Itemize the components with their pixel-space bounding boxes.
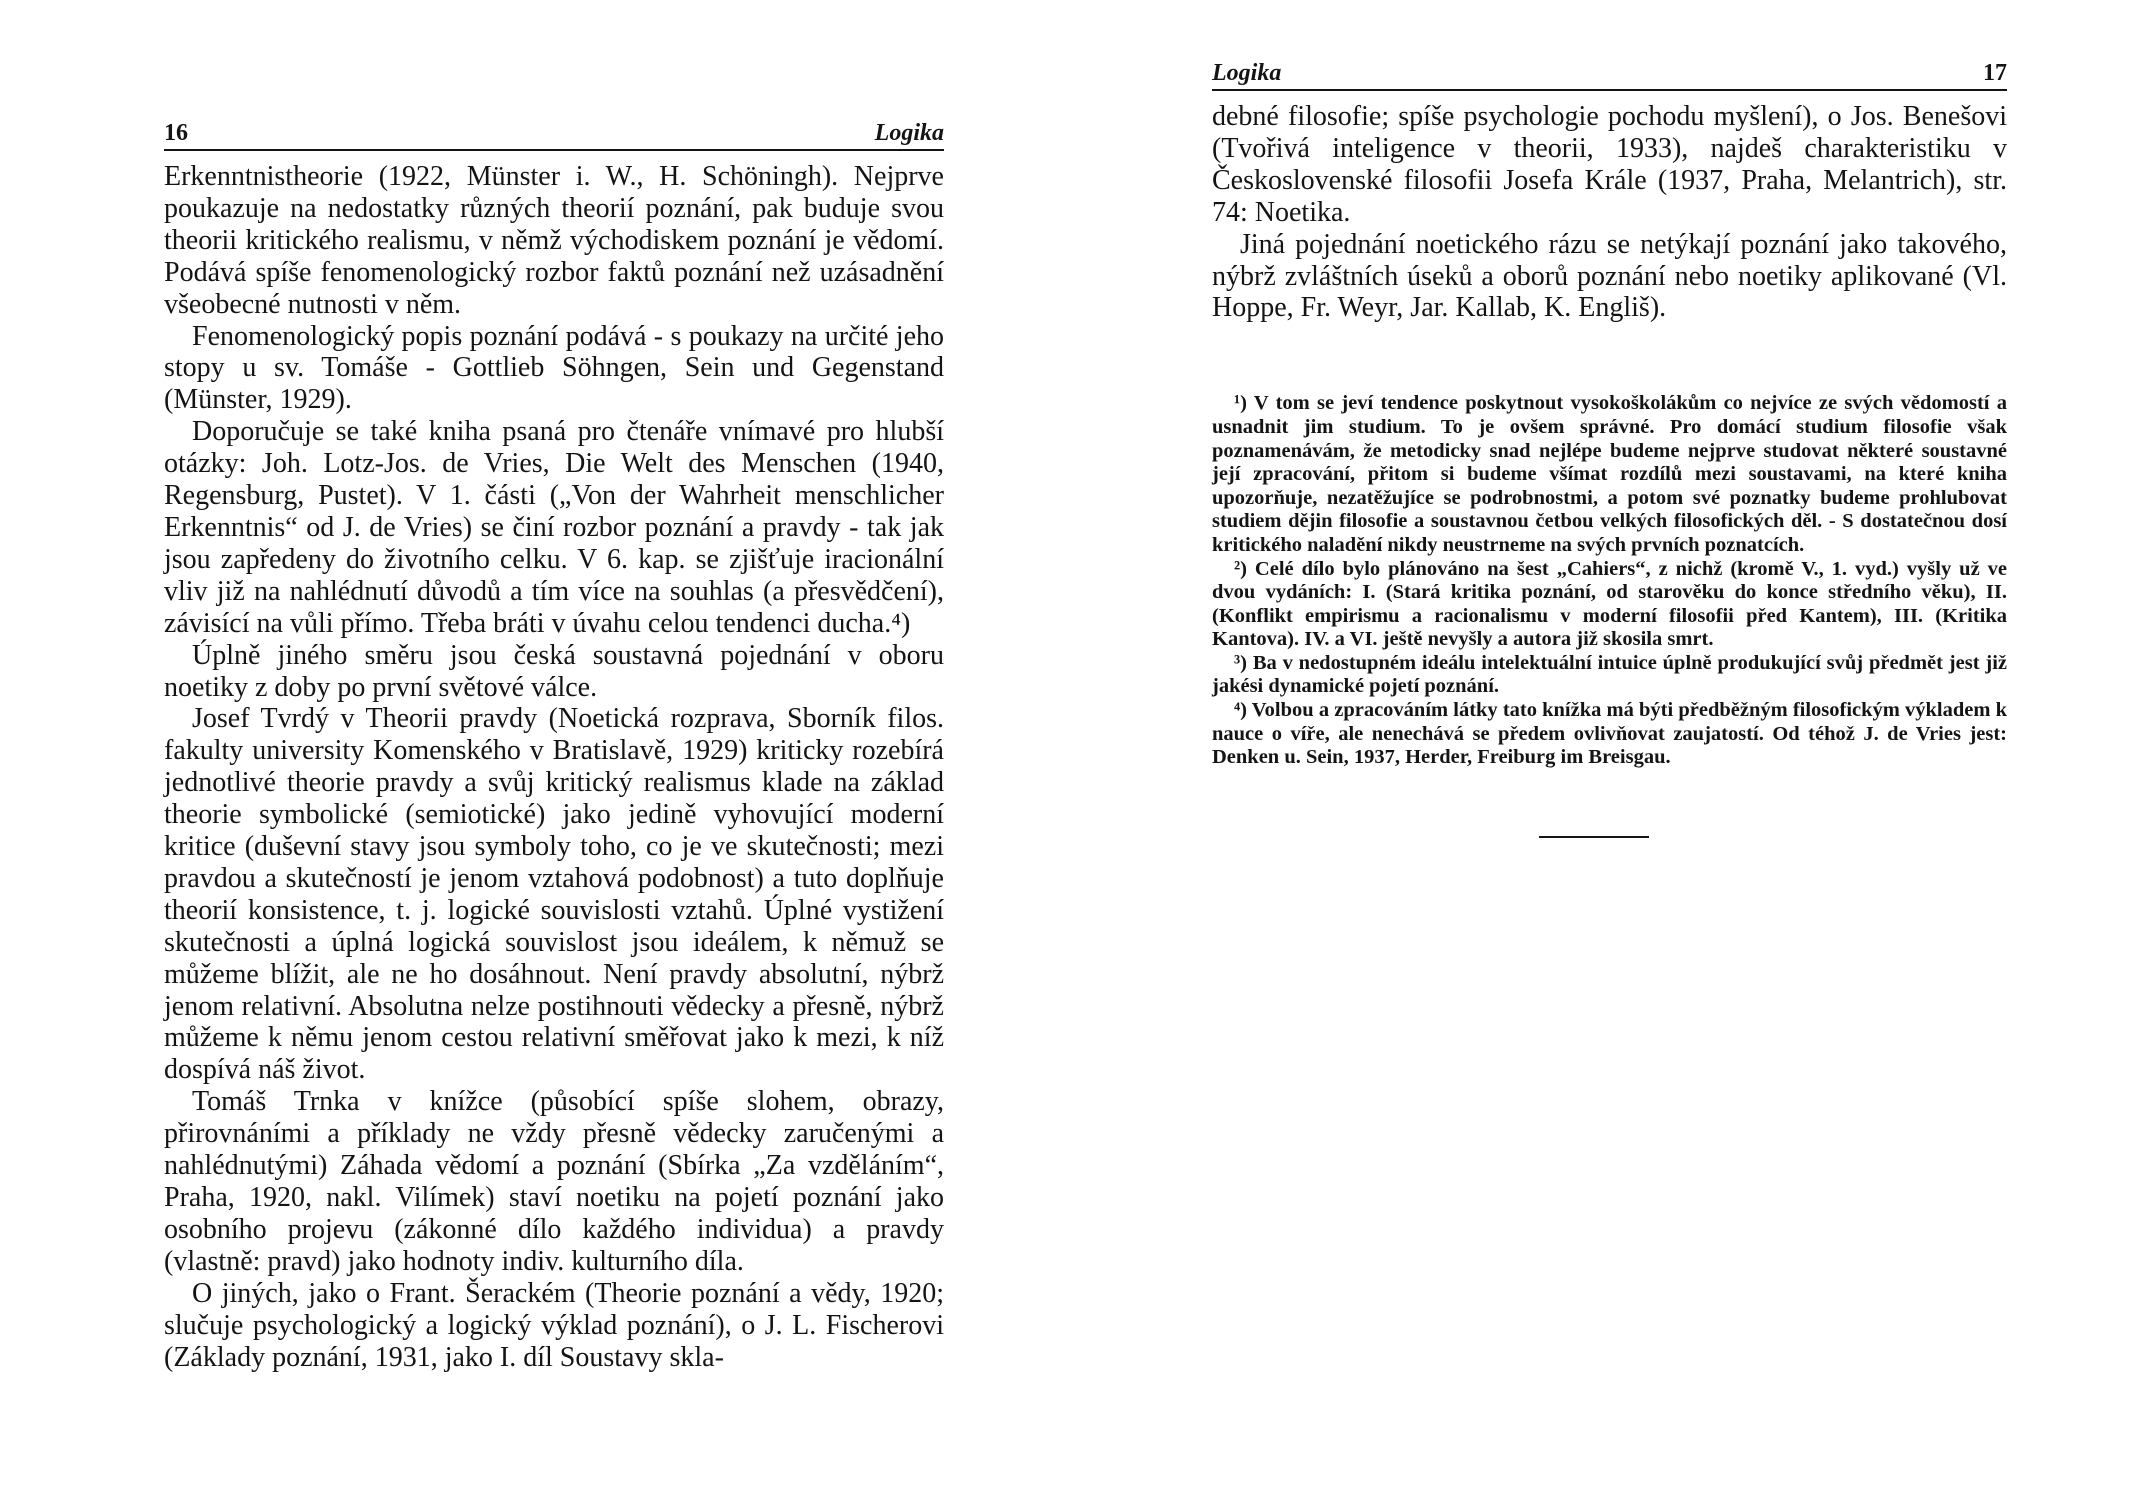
footnote: ³) Ba v nedostupném ideálu intelektuální intuice úplně produkující svůj předmět jest již jakési dynamické pojetí poznání. [1212, 651, 2007, 698]
right-page-header [1212, 60, 2007, 91]
left-body-text [164, 161, 944, 1373]
right-running-head: Logika [1212, 60, 1282, 86]
footnote: ²) Celé dílo bylo plánováno na šest „Cahiers“, z nichž (kromě V., 1. vyd.) vyšly už ve dvou vydáních: I. (Stará kritika poznání, od starověku do konce středního věku), II. (Konflikt empirismu a racionalismu v moderní filosofii před Kantem), III. (Kritika Kantova). IV. a VI. ještě nevyšly a autora již skosila smrt. [1212, 557, 2007, 651]
left-page [164, 120, 944, 1373]
left-running-head: Logika [874, 120, 944, 146]
left-paragraph: Tomáš Trnka v knížce (působící spíše slohem, obrazy, přirovnáními a příklady ne vždy přesně vědecky zaručenými a nahlédnutými) Záhada vědomí a poznání (Sbírka „Za vzděláním“, Praha, 1920, nakl. Vilímek) staví noetiku na pojetí poznání jako osobního projevu (zákonné dílo každého individua) a pravdy (vlastně: pravd) jako hodnoty indiv. kulturního díla. [164, 1086, 944, 1277]
left-paragraph: Úplně jiného směru jsou česká soustavná pojednání v oboru noetiky z doby po první světové válce. [164, 639, 944, 703]
right-body-text [1212, 101, 2007, 324]
end-rule [1539, 836, 1649, 838]
right-page [1212, 60, 2007, 838]
footnotes [1212, 392, 2007, 770]
left-page-number: 16 [164, 120, 188, 146]
left-page-header [164, 120, 944, 151]
right-page-number: 17 [1983, 60, 2007, 86]
left-paragraph: Doporučuje se také kniha psaná pro čtenáře vnímavé pro hlubší otázky: Joh. Lotz-Jos. de Vries, Die Welt des Menschen (1940, Regensburg, Pustet). V 1. části („Von der Wahrheit menschlicher Erkenntnis“ od J. de Vries) se činí rozbor poznání a pravdy - tak jak jsou zapředeny do životního celku. V 6. kap. se zjišťuje iracionální vliv již na nahlédnutí důvodů a tím více na souhlas (a přesvědčení), závisící na vůli přímo. Třeba bráti v úvahu celou tendenci ducha.⁴) [164, 416, 944, 639]
left-paragraph: Fenomenologický popis poznání podává - s poukazy na určité jeho stopy u sv. Tomáše - Gottlieb Söhngen, Sein und Gegenstand (Münster, 1929). [164, 320, 944, 416]
footnote: ¹) V tom se jeví tendence poskytnout vysokoškolákům co nejvíce ze svých vědomostí a usnadnit jim studium. To je ovšem správné. Pro domácí studium filosofie však poznamenávám, že metodicky snad nejlépe budeme nejprve studovat některé soustavné její zpracování, přitom si budeme všímat rozdílů mezi soustavami, na které kniha upozorňuje, nezatěžujíce se podrobnostmi, a potom své poznatky budeme prohlubovat studiem dějin filosofie a soustavnou četbou velkých filosofických děl. - S dostatečnou dosí kritického naladění nikdy neustrneme na svých prvních poznatcích. [1212, 392, 2007, 556]
left-paragraph: Erkenntnistheorie (1922, Münster i. W., H. Schöningh). Nejprve poukazuje na nedostatky různých theorií poznání, pak buduje svou theorii kritického realismu, v němž východiskem poznání je vědomí. Podává spíše fenomenologický rozbor faktů poznání než uzásadnění všeobecné nutnosti v něm. [164, 161, 944, 320]
right-paragraph: debné filosofie; spíše psychologie pochodu myšlení), o Jos. Benešovi (Tvořivá inteligence v theorii, 1933), najdeš charakteristiku v Československé filosofii Josefa Krále (1937, Praha, Melantrich), str. 74: Noetika. [1212, 101, 2007, 228]
right-paragraph: Jiná pojednání noetického rázu se netýkají poznání jako takového, nýbrž zvláštních úseků a oborů poznání nebo noetiky aplikované (Vl. Hoppe, Fr. Weyr, Jar. Kallab, K. Engliš). [1212, 228, 2007, 324]
footnote: ⁴) Volbou a zpracováním látky tato knížka má býti předběžným filosofickým výkladem k nauce o víře, ale nenechává se předem ovlivňovat zaujatostí. Od téhož J. de Vries jest: Denken u. Sein, 1937, Herder, Freiburg im Breisgau. [1212, 699, 2007, 769]
left-paragraph: O jiných, jako o Frant. Šerackém (Theorie poznání a vědy, 1920; slučuje psychologický a logický výklad poznání), o J. L. Fischerovi (Základy poznání, 1931, jako I. díl Soustavy skla- [164, 1277, 944, 1373]
left-paragraph: Josef Tvrdý v Theorii pravdy (Noetická rozprava, Sborník filos. fakulty university Komenského v Bratislavě, 1929) kriticky rozebírá jednotlivé theorie pravdy a svůj kritický realismus klade na základ theorie symbolické (semiotické) jako jedině vyhovující moderní kritice (duševní stavy jsou symboly toho, co je ve skutečnosti; mezi pravdou a skutečností je jenom vztahová podobnost) a tuto doplňuje theorií konsistence, t. j. logické souvislosti vztahů. Úplné vystižení skutečnosti a úplná logická souvislost jsou ideálem, k němuž se můžeme blížit, ale ne ho dosáhnout. Není pravdy absolutní, nýbrž jenom relativní. Absolutna nelze postihnouti vědecky a přesně, nýbrž můžeme k němu jenom cestou relativní směřovat jako k mezi, k níž dospívá náš život. [164, 703, 944, 1086]
